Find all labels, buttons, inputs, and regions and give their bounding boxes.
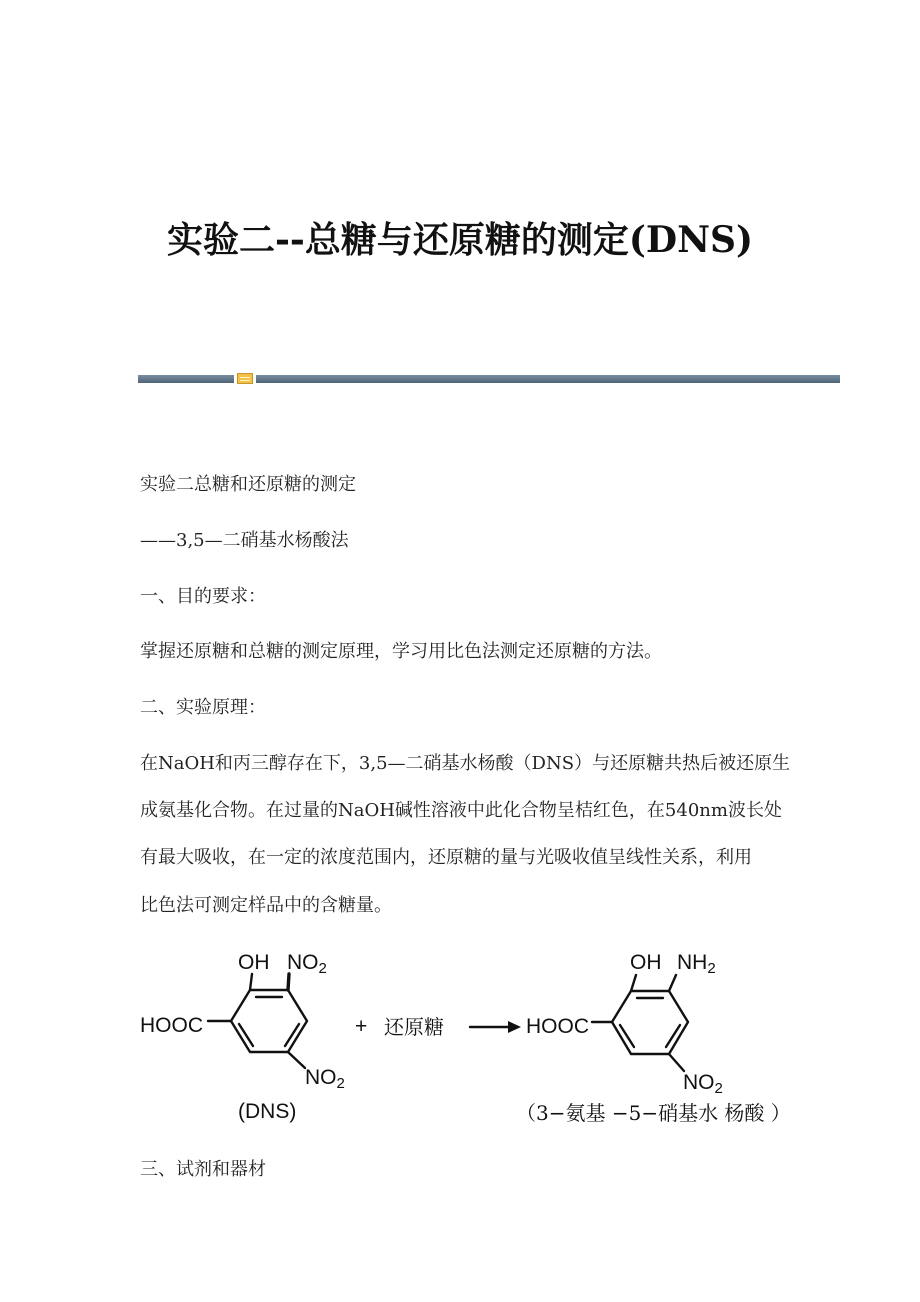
dns-double-bond <box>285 1024 299 1046</box>
nitro-main: NO <box>683 1071 715 1094</box>
dns-hydroxyl-bond <box>250 974 252 990</box>
product-amino-bond <box>669 975 676 991</box>
dns-name-label: (DNS) <box>238 1100 297 1123</box>
amino-subscript: 2 <box>707 960 716 977</box>
dns-nitro-bottom-bond <box>288 1052 305 1068</box>
objective-heading: 一、目的要求： <box>140 586 266 607</box>
dns-hydroxyl-label: OH <box>238 951 270 974</box>
divider-segment-right <box>256 375 840 383</box>
reaction-arrowhead <box>508 1021 521 1033</box>
reagents-heading: 三、试剂和器材 <box>140 1159 266 1180</box>
objective-text: 掌握还原糖和总糖的测定原理，学习用比色法测定还原糖的方法。 <box>140 641 662 662</box>
principle-line: 成氨基化合物。在过量的NaOH碱性溶液中此化合物呈桔红色，在540nm波长处 <box>140 800 782 821</box>
product-benzene-ring <box>612 991 688 1054</box>
dns-carboxyl-label: HOOC <box>140 1014 203 1037</box>
product-nitro-label <box>683 1071 723 1095</box>
divider-segment-left <box>138 375 234 383</box>
nitro-main: NO <box>287 951 319 974</box>
amino-main: NH <box>677 951 708 974</box>
nitro-subscript: 2 <box>336 1075 345 1092</box>
book-icon <box>237 373 253 384</box>
product-hydroxyl-label: OH <box>630 951 662 974</box>
dns-nitro-bottom-label <box>305 1066 345 1090</box>
reagent-label: 还原糖 <box>384 1015 444 1039</box>
nitro-main: NO <box>305 1066 337 1089</box>
title-divider <box>138 375 840 383</box>
principle-line: 比色法可测定样品中的含糖量。 <box>140 895 392 916</box>
product-nitro-bond <box>669 1054 684 1071</box>
dns-nitro-top-bond <box>288 974 289 990</box>
dns-nitro-top-label <box>287 951 327 975</box>
product-double-bond <box>666 1025 680 1047</box>
method-name: ——3,5—二硝基水杨酸法 <box>140 530 349 551</box>
experiment-subtitle: 实验二总糖和还原糖的测定 <box>140 474 356 495</box>
principle-line: 在NaOH和丙三醇存在下，3,5—二硝基水杨酸（DNS）与还原糖共热后被还原生 <box>140 753 791 774</box>
principle-line: 有最大吸收，在一定的浓度范围内，还原糖的量与光吸收值呈线性关系，利用 <box>140 847 752 868</box>
product-double-bond <box>620 1025 634 1047</box>
page-title: 实验二--总糖与还原糖的测定(DNS) <box>166 219 754 261</box>
plus-sign: + <box>355 1015 368 1038</box>
dns-double-bond <box>239 1024 253 1046</box>
dns-benzene-ring <box>231 990 307 1052</box>
product-amino-label <box>677 951 716 975</box>
product-name-label: （3−氨基 −5−硝基水 杨酸 ） <box>516 1101 791 1125</box>
principle-heading: 二、实验原理： <box>140 697 266 718</box>
product-hydroxyl-bond <box>631 975 636 991</box>
nitro-subscript: 2 <box>318 960 327 977</box>
product-carboxyl-label: HOOC <box>526 1015 589 1038</box>
nitro-subscript: 2 <box>714 1080 723 1097</box>
